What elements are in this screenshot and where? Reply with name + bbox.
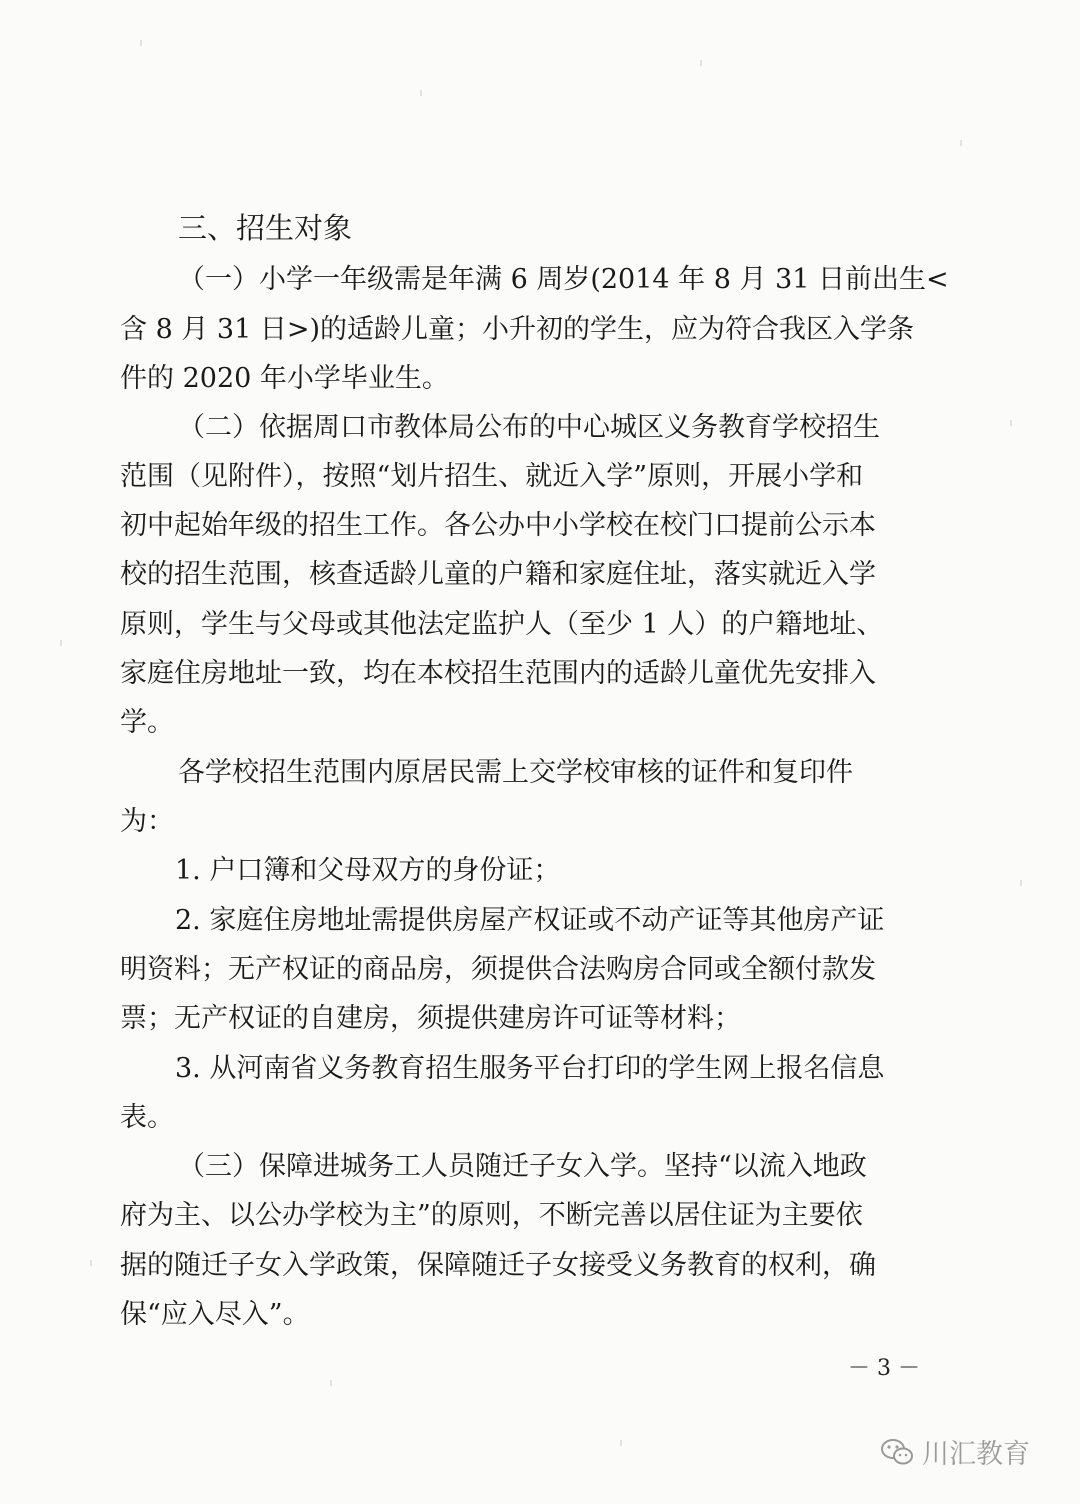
- scan-speck: [1020, 880, 1022, 886]
- paragraph-line: 校的招生范围，核查适龄儿童的户籍和家庭住址，落实就近入学: [120, 559, 876, 590]
- paragraph-line: 含 8 月 31 日>)的适龄儿童；小升初的学生，应为符合我区入学条: [120, 314, 915, 345]
- list-item-line: 票；无产权证的自建房，须提供建房许可证等材料；: [120, 1003, 741, 1034]
- scan-speck: [90, 1260, 92, 1266]
- paragraph-line: 为：: [120, 806, 174, 837]
- paragraph-line: 保“应入尽入”。: [120, 1299, 310, 1330]
- scan-speck: [960, 140, 962, 146]
- paragraph-line: （一）小学一年级需是年满 6 周岁(2014 年 8 月 31 日前出生<: [178, 264, 949, 295]
- wechat-icon: [880, 1437, 914, 1467]
- scan-speck: [140, 40, 142, 46]
- page-number: － 3 －: [848, 1356, 920, 1381]
- scan-speck: [620, 1440, 622, 1446]
- list-item-line: 3. 从河南省义务教育招生服务平台打印的学生网上报名信息: [175, 1053, 885, 1084]
- paragraph-line: 学。: [120, 707, 174, 738]
- paragraph-line: 各学校招生范围内原居民需上交学校审核的证件和复印件: [178, 757, 853, 788]
- list-item-line: 1. 户口簿和父母双方的身份证；: [175, 855, 561, 886]
- paragraph-line: 府为主、以公办学校为主”的原则，不断完善以居住证为主要依: [120, 1200, 863, 1231]
- paragraph-line: 范围（见附件），按照“划片招生、就近入学”原则，开展小学和: [120, 461, 864, 492]
- scan-speck: [330, 1380, 332, 1386]
- section-heading: 三、招生对象: [178, 211, 353, 245]
- paragraph-line: （二）依据周口市教体局公布的中心城区义务教育学校招生: [178, 412, 880, 443]
- watermark-text: 川汇教育: [922, 1439, 1030, 1470]
- scan-speck: [420, 90, 422, 96]
- watermark: [880, 1432, 1030, 1471]
- paragraph-line: 件的 2020 年小学毕业生。: [120, 363, 449, 394]
- paragraph-line: （三）保障进城务工人员随迁子女入学。坚持“以流入地政: [178, 1151, 867, 1182]
- list-item-line: 表。: [120, 1102, 174, 1133]
- scan-speck: [1010, 420, 1012, 426]
- paragraph-line: 初中起始年级的招生工作。各公办中小学校在校门口提前公示本: [120, 510, 876, 541]
- list-item-line: 明资料；无产权证的商品房，须提供合法购房合同或全额付款发: [120, 954, 876, 985]
- paragraph-line: 原则，学生与父母或其他法定监护人（至少 1 人）的户籍地址、: [120, 609, 884, 640]
- paragraph-line: 家庭住房地址一致，均在本校招生范围内的适龄儿童优先安排入: [120, 658, 876, 689]
- paragraph-line: 据的随迁子女入学政策，保障随迁子女接受义务教育的权利，确: [120, 1250, 876, 1281]
- scan-speck: [60, 640, 62, 646]
- list-item-line: 2. 家庭住房地址需提供房屋产权证或不动产证等其他房产证: [175, 905, 885, 936]
- scan-speck: [700, 60, 702, 66]
